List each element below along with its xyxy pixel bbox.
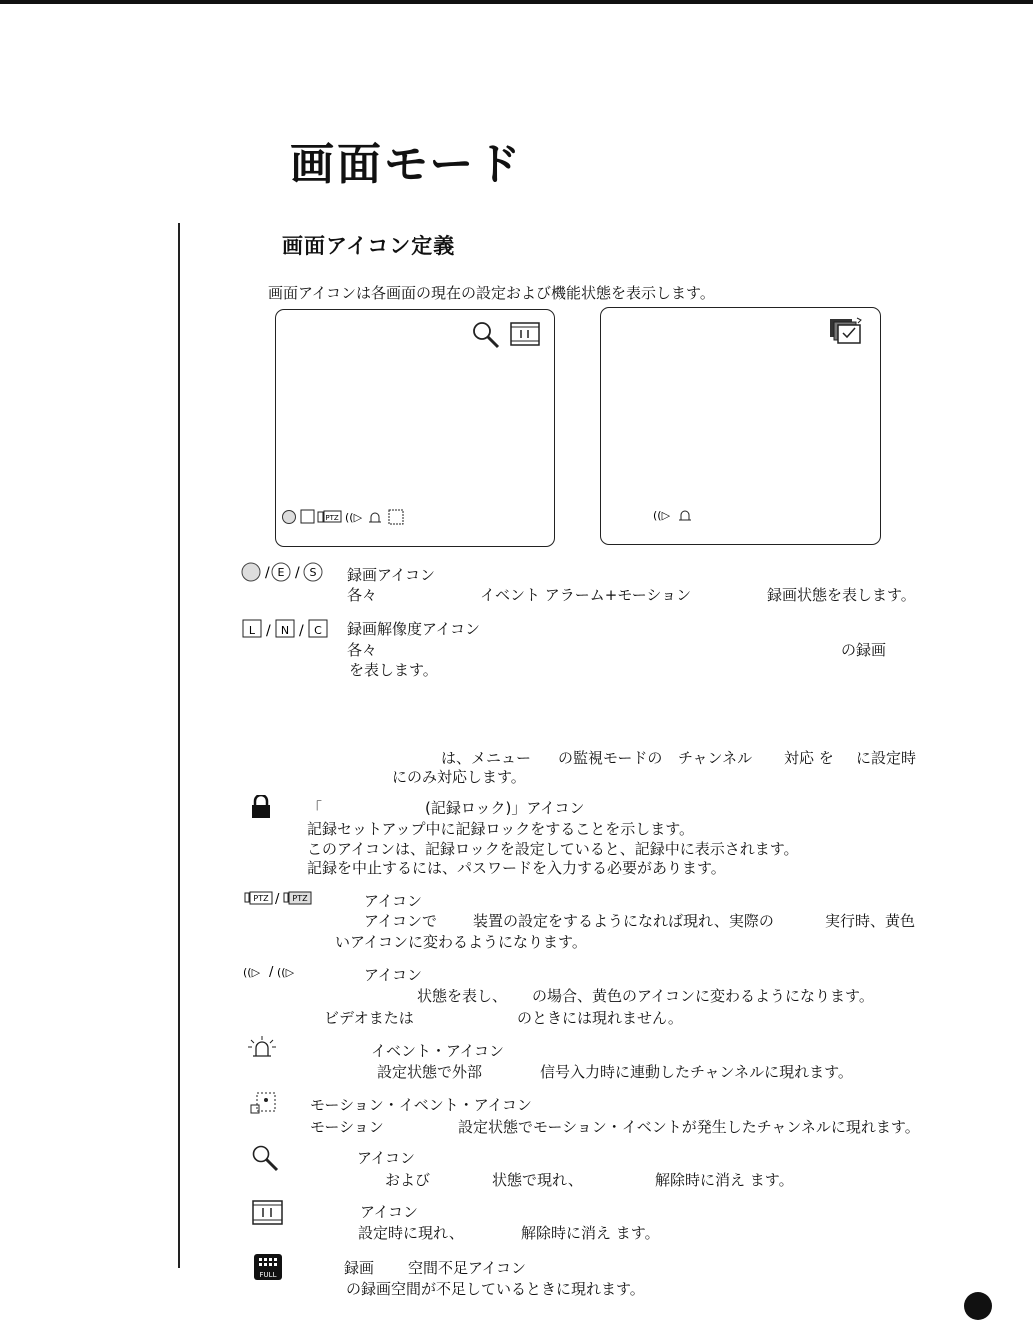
motion-line-b: 設定状態でモーション・イベントが発生したチャンネルに現れます。 [458,1118,920,1136]
rec-line-c: 録画状態を表します。 [767,586,916,604]
top-rule [0,0,1033,4]
zoom-line-a: および [385,1171,431,1189]
svg-text:((▷: ((▷ [653,509,671,522]
lock-line-3: 記録を中止するには、パスワードを入力する必要があります。 [307,859,726,877]
multi-screen-icon [829,316,863,344]
screen-example-2 [600,307,881,545]
ptz-line-a: アイコンで [364,912,438,930]
zoom-title: アイコン [357,1149,416,1167]
alarm-icon [247,1034,277,1060]
zoom-icon [471,320,501,350]
svg-text:E: E [277,566,285,579]
zoom-line-c: 解除時に消え ます。 [655,1171,794,1189]
full-title-b: 空間不足アイコン [408,1259,527,1277]
svg-text:S: S [309,566,317,579]
ptz-line-c: 実行時、黄色 [825,912,916,930]
audio-line-a: 状態を表し、 [417,987,508,1005]
svg-text:/: / [299,623,304,639]
svg-text:/: / [266,623,271,639]
lock-icon [250,795,272,819]
note-b: の監視モードの [558,749,663,767]
svg-text:PTZ: PTZ [253,894,269,903]
rec-title: 録画アイコン [347,566,436,584]
motion-line-a: モーション [310,1118,384,1136]
audio-line-b: の場合、黄色のアイコンに変わるようになります。 [532,987,874,1005]
svg-text:L: L [248,624,256,637]
lock-line-1: 記録セットアップ中に記録ロックをすることを示します。 [307,820,695,838]
screen2-status-icons [653,506,699,524]
svg-text:N: N [280,624,290,637]
res-title: 録画解像度アイコン [347,620,481,638]
note-line-2: にのみ対応します。 [392,768,526,786]
resolution-icons [242,618,330,640]
page-title: 画面モード [290,139,524,190]
svg-text:((▷: ((▷ [345,511,363,524]
zoom-legend-icon [251,1144,281,1174]
rec-line-b: イベント アラーム+モーション [480,586,692,604]
lock-title: (記録ロック)」アイコン [425,799,585,817]
res-line-2: を表します。 [349,661,438,679]
ptz-line-2: いアイコンに変わるようになります。 [335,933,587,951]
svg-text:((▷: ((▷ [277,966,295,979]
full-line-1: の録画空間が不足しているときに現れます。 [346,1280,645,1298]
svg-text:C: C [314,624,322,637]
note-d: 対応 を [784,749,834,767]
freeze-title: アイコン [360,1203,419,1221]
alarm-line-b: 信号入力時に連動したチャンネルに現れます。 [540,1063,853,1081]
svg-text:/: / [265,565,270,581]
audio-title: アイコン [364,966,423,984]
svg-text:PTZ: PTZ [325,514,339,522]
ptz-line-b: 装置の設定をするようになれば現れ、実際の [473,912,774,930]
note-c: チャンネル [678,749,753,767]
freeze-line-b: 解除時に消え ます。 [521,1224,660,1242]
audio-line-2a: ビデオまたは [324,1009,414,1027]
ptz-icon [244,889,316,907]
rec-line-a: 各々 [347,586,378,604]
sidebar-rule [178,223,180,1268]
svg-text:PTZ: PTZ [292,894,308,903]
svg-text:/: / [275,892,280,907]
note-e: に設定時 [856,749,917,767]
alarm-title: イベント・アイコン [371,1042,505,1060]
svg-text:FULL: FULL [259,1271,277,1279]
res-line-a: 各々 [347,641,378,659]
page-marker [964,1292,992,1320]
svg-text:((▷: ((▷ [243,966,261,979]
motion-icon [249,1091,277,1115]
screen-example-1 [275,309,555,547]
lock-line-2: このアイコンは、記録ロックを設定していると、記録中に表示されます。 [307,840,799,858]
audio-icon [243,963,305,981]
lock-title-open: 「 [307,799,323,817]
record-status-icons [241,561,325,583]
zoom-line-b: 状態で現れ、 [492,1171,583,1189]
svg-text:/: / [269,965,274,980]
motion-title: モーション・イベント・アイコン [310,1096,532,1114]
full-title-a: 録画 [344,1259,375,1277]
alarm-line-a: 設定状態で外部 [377,1063,483,1081]
ptz-title: アイコン [364,892,423,910]
freeze-line-a: 設定時に現れ、 [358,1224,464,1242]
screen-status-icons [281,508,409,526]
freeze-icon [510,322,540,346]
res-line-b: の録画 [841,641,887,659]
freeze-legend-icon [252,1200,284,1226]
svg-text:/: / [295,565,300,581]
disk-full-icon [253,1253,283,1281]
note-a: は、メニュー [441,749,532,767]
intro-text: 画面アイコンは各画面の現在の設定および機能状態を表示します。 [268,284,715,302]
section-heading: 画面アイコン定義 [282,234,456,258]
audio-line-2b: のときには現れません。 [517,1009,683,1027]
